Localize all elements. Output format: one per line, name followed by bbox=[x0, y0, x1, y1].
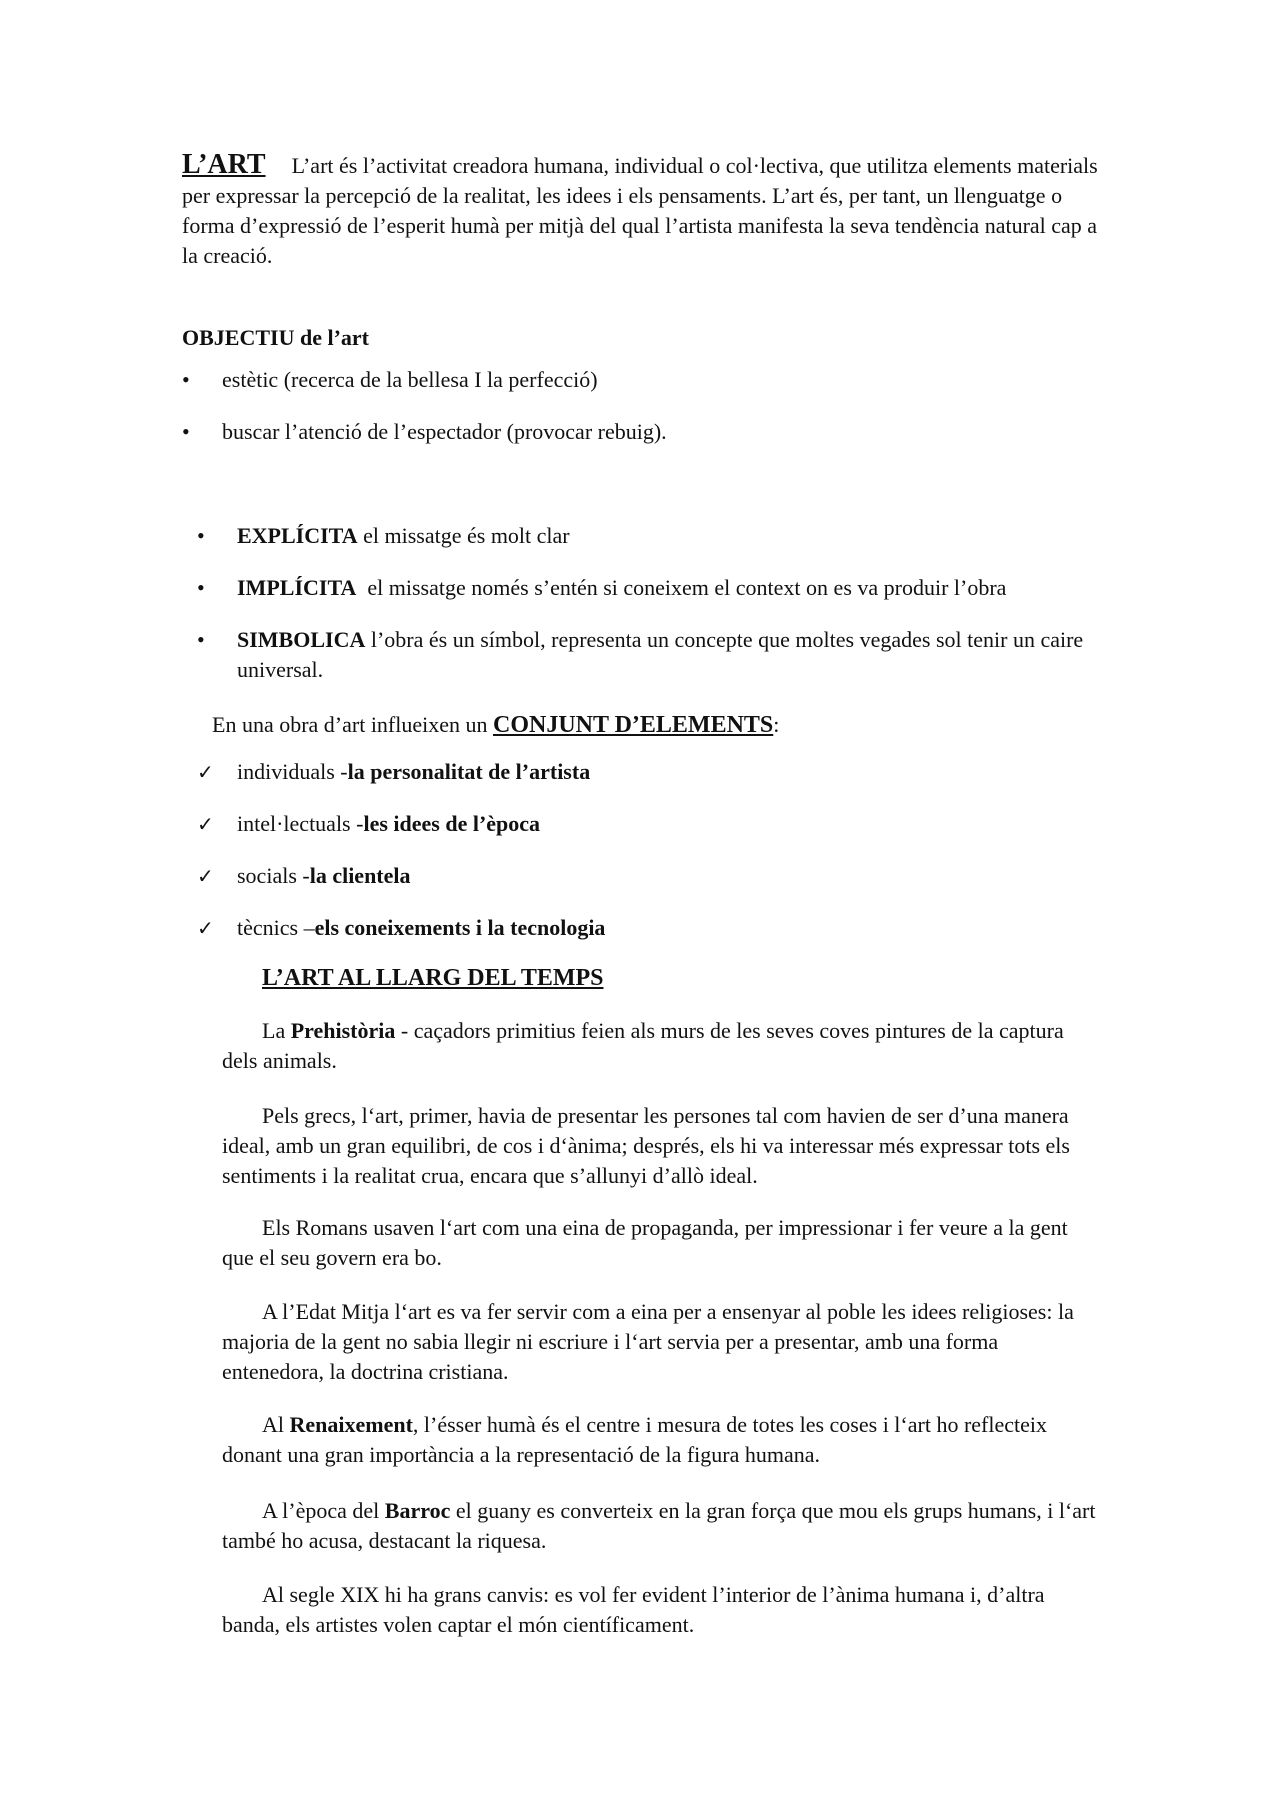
checkmark-icon: ✓ bbox=[197, 864, 214, 888]
message-type-term: IMPLÍCITA bbox=[237, 575, 357, 600]
paragraph-text: La bbox=[262, 1018, 291, 1043]
element-label: individuals - bbox=[237, 759, 348, 784]
list-item-text bbox=[237, 625, 1137, 685]
paragraph-bold: Prehistòria bbox=[290, 1018, 396, 1043]
history-paragraph bbox=[222, 1410, 1102, 1470]
list-item-text bbox=[237, 757, 1117, 787]
element-detail: la clientela bbox=[309, 863, 411, 888]
elements-intro bbox=[212, 710, 779, 740]
message-type-text: el missatge només s’entén si coneixem el context on es va produir l’obra bbox=[356, 575, 1007, 600]
message-type-term: EXPLÍCITA bbox=[237, 523, 358, 548]
bullet-icon: • bbox=[197, 523, 205, 548]
message-type-text: el missatge és molt clar bbox=[357, 523, 570, 548]
paragraph-text: A l’època del bbox=[262, 1498, 385, 1523]
history-paragraph: Els Romans usaven l‘art com una eina de propaganda, per impressionar i fer veure a la gent que el seu govern era bo. bbox=[222, 1215, 1068, 1270]
objective-heading: OBJECTIU de l’art bbox=[182, 325, 369, 350]
list-item bbox=[197, 573, 1117, 603]
message-type-text: l’obra és un símbol, representa un concepte que moltes vegades sol tenir un caire universal. bbox=[237, 627, 1084, 682]
list-item-text: estètic (recerca de la bellesa I la perfecció) bbox=[222, 367, 598, 392]
list-item-text: buscar l’atenció de l’espectador (provocar rebuig). bbox=[222, 419, 667, 444]
history-paragraph: A l’Edat Mitja l‘art es va fer servir com a eina per a ensenyar al poble les idees religioses: la majoria de la gent no sabia llegir ni escriure i l‘art servia per a presentar, amb una forma entenedora, la doctrina cristiana. bbox=[222, 1299, 1074, 1384]
list-item bbox=[197, 757, 1117, 787]
list-item-text bbox=[237, 809, 1117, 839]
list-item bbox=[182, 365, 1102, 395]
paragraph-bold: Barroc bbox=[384, 1498, 451, 1523]
checkmark-icon: ✓ bbox=[197, 812, 214, 836]
history-paragraph: Al segle XIX hi ha grans canvis: es vol fer evident l’interior de l’ànima humana i, d’altra banda, els artistes volen captar el món científicament. bbox=[222, 1582, 1045, 1637]
list-item bbox=[197, 625, 1137, 685]
list-item bbox=[182, 417, 1102, 447]
paragraph-text: - caçadors primitius feien als murs de les seves coves pintures de la captura dels animals. bbox=[222, 1018, 1064, 1073]
list-item-text bbox=[237, 521, 1117, 551]
paragraph-text: , l’ésser humà és el centre i mesura de totes les coses i l‘art ho reflecteix donant una gran importància a la representació de la figura humana. bbox=[222, 1412, 1048, 1467]
paragraph-text: Al bbox=[262, 1412, 290, 1437]
list-item bbox=[197, 809, 1117, 839]
list-item-text bbox=[237, 913, 1117, 943]
history-paragraph: Pels grecs, l‘art, primer, havia de presentar les persones tal com havien de ser d’una manera ideal, amb un gran equilibri, de cos i d‘ànima; després, els hi va interessar més expressar tots els sentiments i la realitat crua, encara que s’allunyi d’allò ideal. bbox=[222, 1103, 1070, 1188]
element-detail: els coneixements i la tecnologia bbox=[314, 915, 606, 940]
bullet-icon: • bbox=[197, 627, 205, 652]
intro-text: L’art és l’activitat creadora humana, individual o col·lectiva, que utilitza elements materials per expressar la percepció de la realitat, les idees i els pensaments. L’art és, per tant, un llenguatge o forma d’expressió de l’esperit humà per mitjà del qual l’artista manifesta la seva tendència natural cap a la creació. bbox=[182, 153, 1098, 268]
checkmark-icon: ✓ bbox=[197, 916, 214, 940]
element-detail: les idees de l’època bbox=[363, 811, 541, 836]
list-item bbox=[197, 913, 1117, 943]
message-type-term: SIMBOLICA bbox=[237, 627, 366, 652]
element-label: intel·lectuals - bbox=[237, 811, 364, 836]
elements-intro-text: En una obra d’art influeixen un bbox=[212, 712, 494, 737]
bullet-icon: • bbox=[197, 575, 205, 600]
element-detail: la personalitat de l’artista bbox=[347, 759, 591, 784]
history-paragraph bbox=[222, 1496, 1102, 1556]
elements-colon: : bbox=[773, 712, 780, 737]
element-label: socials - bbox=[237, 863, 310, 888]
history-paragraph bbox=[222, 1016, 1102, 1076]
element-label: tècnics – bbox=[237, 915, 315, 940]
bullet-icon: • bbox=[182, 367, 190, 392]
page-title: L’ART bbox=[182, 149, 266, 180]
list-item-text bbox=[237, 573, 1117, 603]
list-item-text bbox=[237, 861, 1117, 891]
paragraph-bold: Renaixement bbox=[289, 1412, 413, 1437]
paragraph-text: el guany es converteix en la gran força que mou els grups humans, i l‘art també ho acusa, destacant la riquesa. bbox=[222, 1498, 1096, 1553]
bullet-icon: • bbox=[182, 419, 190, 444]
checkmark-icon: ✓ bbox=[197, 760, 214, 784]
list-item bbox=[197, 521, 1117, 551]
section-title: L’ART AL LLARG DEL TEMPS bbox=[262, 965, 604, 991]
elements-title: CONJUNT D’ELEMENTS bbox=[493, 712, 774, 738]
list-item bbox=[197, 861, 1117, 891]
intro-paragraph bbox=[182, 150, 1102, 271]
